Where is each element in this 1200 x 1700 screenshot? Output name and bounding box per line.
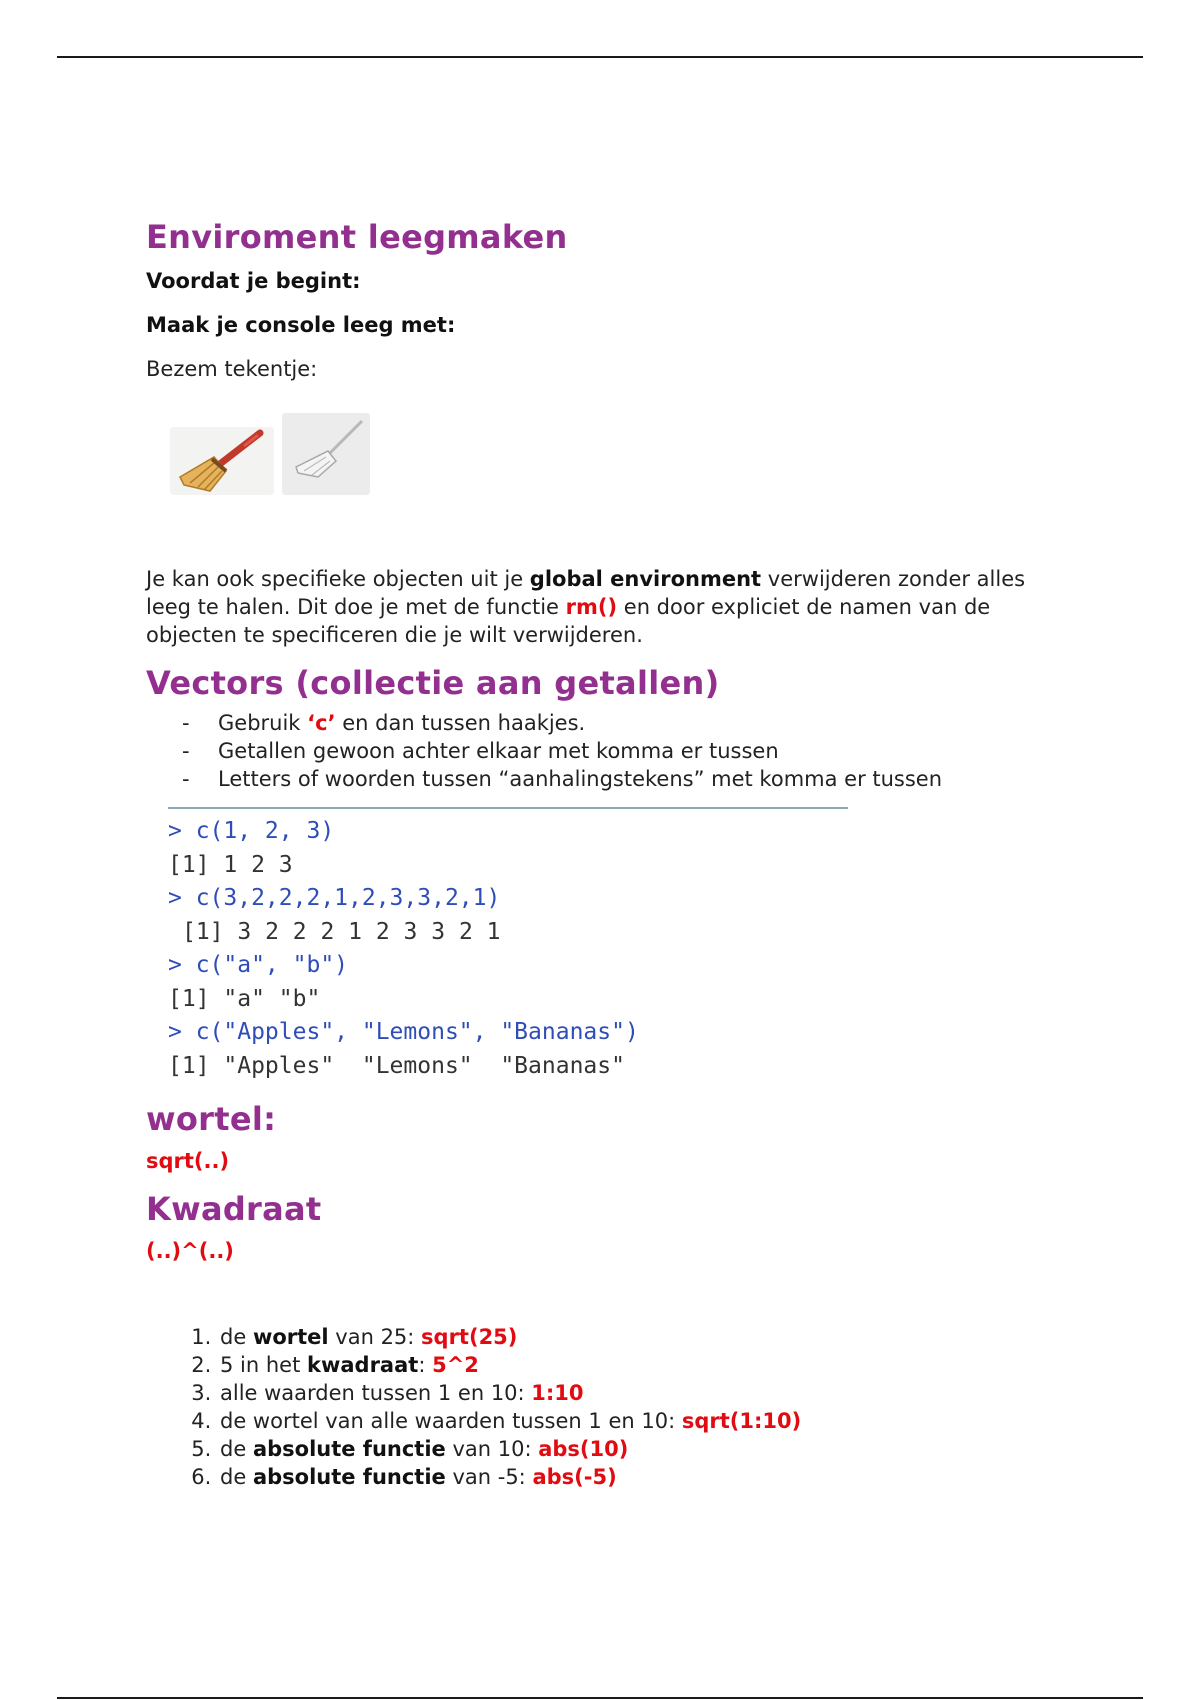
console-command: > c("a", "b") bbox=[168, 952, 349, 978]
list-item: 6. de absolute functie van -5: abs(-5) bbox=[218, 1463, 1046, 1491]
heading-sqrt: wortel: bbox=[146, 1100, 277, 1138]
page-top-rule bbox=[57, 56, 1143, 58]
broom-images bbox=[146, 413, 1046, 529]
console-output: [1] 3 2 2 2 1 2 3 3 2 1 bbox=[182, 918, 501, 945]
broom-gray-icon bbox=[282, 413, 370, 495]
clear-console-label: Maak je console leeg met: bbox=[146, 313, 456, 337]
list-item: 5. de absolute functie van 10: abs(10) bbox=[218, 1435, 1046, 1463]
sqrt-code: sqrt(..) bbox=[146, 1149, 230, 1173]
broom-color-icon bbox=[170, 427, 274, 495]
vector-rules-list bbox=[146, 709, 1046, 793]
global-environment-paragraph: Je kan ook specifieke objecten uit je global environment verwijderen zonder alles leeg te halen. Dit doe je met de functie rm() en door expliciet de namen van de objecten te specificeren die je wilt verwijderen. bbox=[146, 567, 1026, 647]
document-body bbox=[146, 215, 1046, 1491]
console-output: [1] 1 2 3 bbox=[168, 851, 293, 878]
list-item: 3. alle waarden tussen 1 en 10: 1:10 bbox=[218, 1379, 1046, 1407]
console-command: > c(3,2,2,2,1,2,3,3,2,1) bbox=[168, 885, 501, 911]
list-item: - Letters of woorden tussen “aanhalingstekens” met komma er tussen bbox=[182, 765, 1046, 793]
square-code: (..)^(..) bbox=[146, 1239, 234, 1263]
heading-square: Kwadraat bbox=[146, 1190, 322, 1228]
console-output: [1] "Apples" "Lemons" "Bananas" bbox=[168, 1052, 625, 1079]
console-output: [1] "a" "b" bbox=[168, 985, 321, 1012]
heading-environment: Enviroment leegmaken bbox=[146, 218, 568, 256]
list-item: - Getallen gewoon achter elkaar met komma er tussen bbox=[182, 737, 1046, 765]
list-item: - Gebruik ‘c’ en dan tussen haakjes. bbox=[182, 709, 1046, 737]
console-command: > c(1, 2, 3) bbox=[168, 818, 335, 844]
examples-list bbox=[146, 1323, 1046, 1491]
heading-vectors: Vectors (collectie aan getallen) bbox=[146, 664, 720, 702]
page-bottom-rule bbox=[57, 1697, 1143, 1699]
r-console-screenshot bbox=[168, 807, 848, 1083]
list-item: 4. de wortel van alle waarden tussen 1 en 10: sqrt(1:10) bbox=[218, 1407, 1046, 1435]
before-start-label: Voordat je begint: bbox=[146, 269, 361, 293]
list-item: 2. 5 in het kwadraat: 5^2 bbox=[218, 1351, 1046, 1379]
list-item: 1. de wortel van 25: sqrt(25) bbox=[218, 1323, 1046, 1351]
console-command: > c("Apples", "Lemons", "Bananas") bbox=[168, 1019, 639, 1045]
broom-label: Bezem tekentje: bbox=[146, 357, 318, 381]
